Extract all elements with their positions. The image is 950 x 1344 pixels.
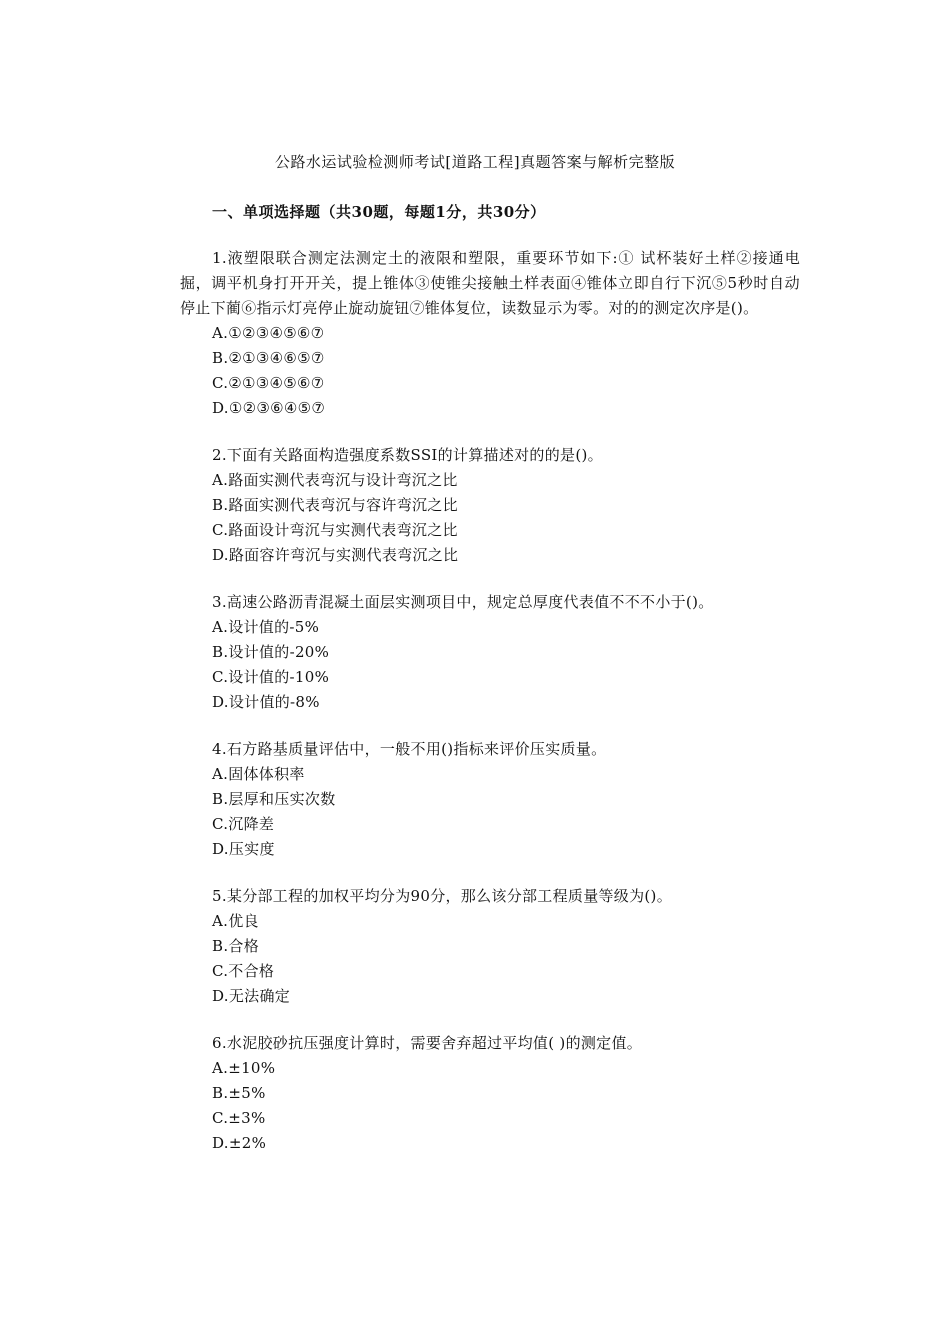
option-c: C.②①③④⑤⑥⑦	[212, 374, 325, 392]
question-stem: 6.水泥胶砂抗压强度计算时，需要舍弃超过平均值( )的测定值。	[212, 1034, 643, 1052]
question-6	[180, 1031, 800, 1156]
question-4	[180, 737, 800, 862]
option-a: A.优良	[212, 912, 259, 930]
question-5	[180, 884, 800, 1009]
option-b: B.②①③④⑥⑤⑦	[212, 349, 325, 367]
question-stem: 1.液塑限联合测定法测定土的液限和塑限，重要环节如下:① 试杯装好土样②接通电掘，调平机身打开开关，提上锥体③使锥尖接触土样表面④锥体立即自行下沉⑤5秒时自动停止下蔺⑥指示灯亮停止旋动旋钮⑦锥体复位，读数显示为零。对的的测定次序是()。	[180, 249, 800, 317]
option-c: C.设计值的-10%	[212, 668, 330, 686]
section-heading: 一、单项选择题（共30题，每题1分，共30分）	[212, 203, 546, 221]
option-b: B.层厚和压实次数	[212, 790, 336, 808]
page-title: 公路水运试验检测师考试[道路工程]真题答案与解析完整版	[274, 153, 676, 171]
option-a: A.±10%	[212, 1059, 276, 1077]
option-d: D.压实度	[212, 840, 275, 858]
option-b: B.±5%	[212, 1084, 266, 1102]
option-c: C.±3%	[212, 1109, 266, 1127]
option-c: C.不合格	[212, 962, 275, 980]
option-a: A.路面实测代表弯沉与设计弯沉之比	[212, 471, 458, 489]
question-1	[180, 246, 800, 421]
question-stem: 3.高速公路沥青混凝土面层实测项目中，规定总厚度代表值不不不小于()。	[212, 593, 714, 611]
option-b: B.路面实测代表弯沉与容许弯沉之比	[212, 496, 458, 514]
question-list	[180, 246, 800, 1178]
option-d: D.①②③⑥④⑤⑦	[212, 399, 326, 417]
option-d: D.设计值的-8%	[212, 693, 320, 711]
option-c: C.路面设计弯沉与实测代表弯沉之比	[212, 521, 458, 539]
question-3	[180, 590, 800, 715]
option-d: D.无法确定	[212, 987, 291, 1005]
option-d: D.路面容许弯沉与实测代表弯沉之比	[212, 546, 459, 564]
question-stem: 5.某分部工程的加权平均分为90分，那么该分部工程质量等级为()。	[212, 887, 673, 905]
option-d: D.±2%	[212, 1134, 267, 1152]
question-stem: 2.下面有关路面构造强度系数SSI的计算描述对的的是()。	[212, 446, 603, 464]
option-b: B.设计值的-20%	[212, 643, 330, 661]
option-a: A.设计值的-5%	[212, 618, 320, 636]
option-a: A.固体体积率	[212, 765, 305, 783]
option-c: C.沉降差	[212, 815, 275, 833]
question-2	[180, 443, 800, 568]
question-stem: 4.石方路基质量评估中，一般不用()指标来评价压实质量。	[212, 740, 607, 758]
option-b: B.合格	[212, 937, 259, 955]
option-a: A.①②③④⑤⑥⑦	[212, 324, 325, 342]
